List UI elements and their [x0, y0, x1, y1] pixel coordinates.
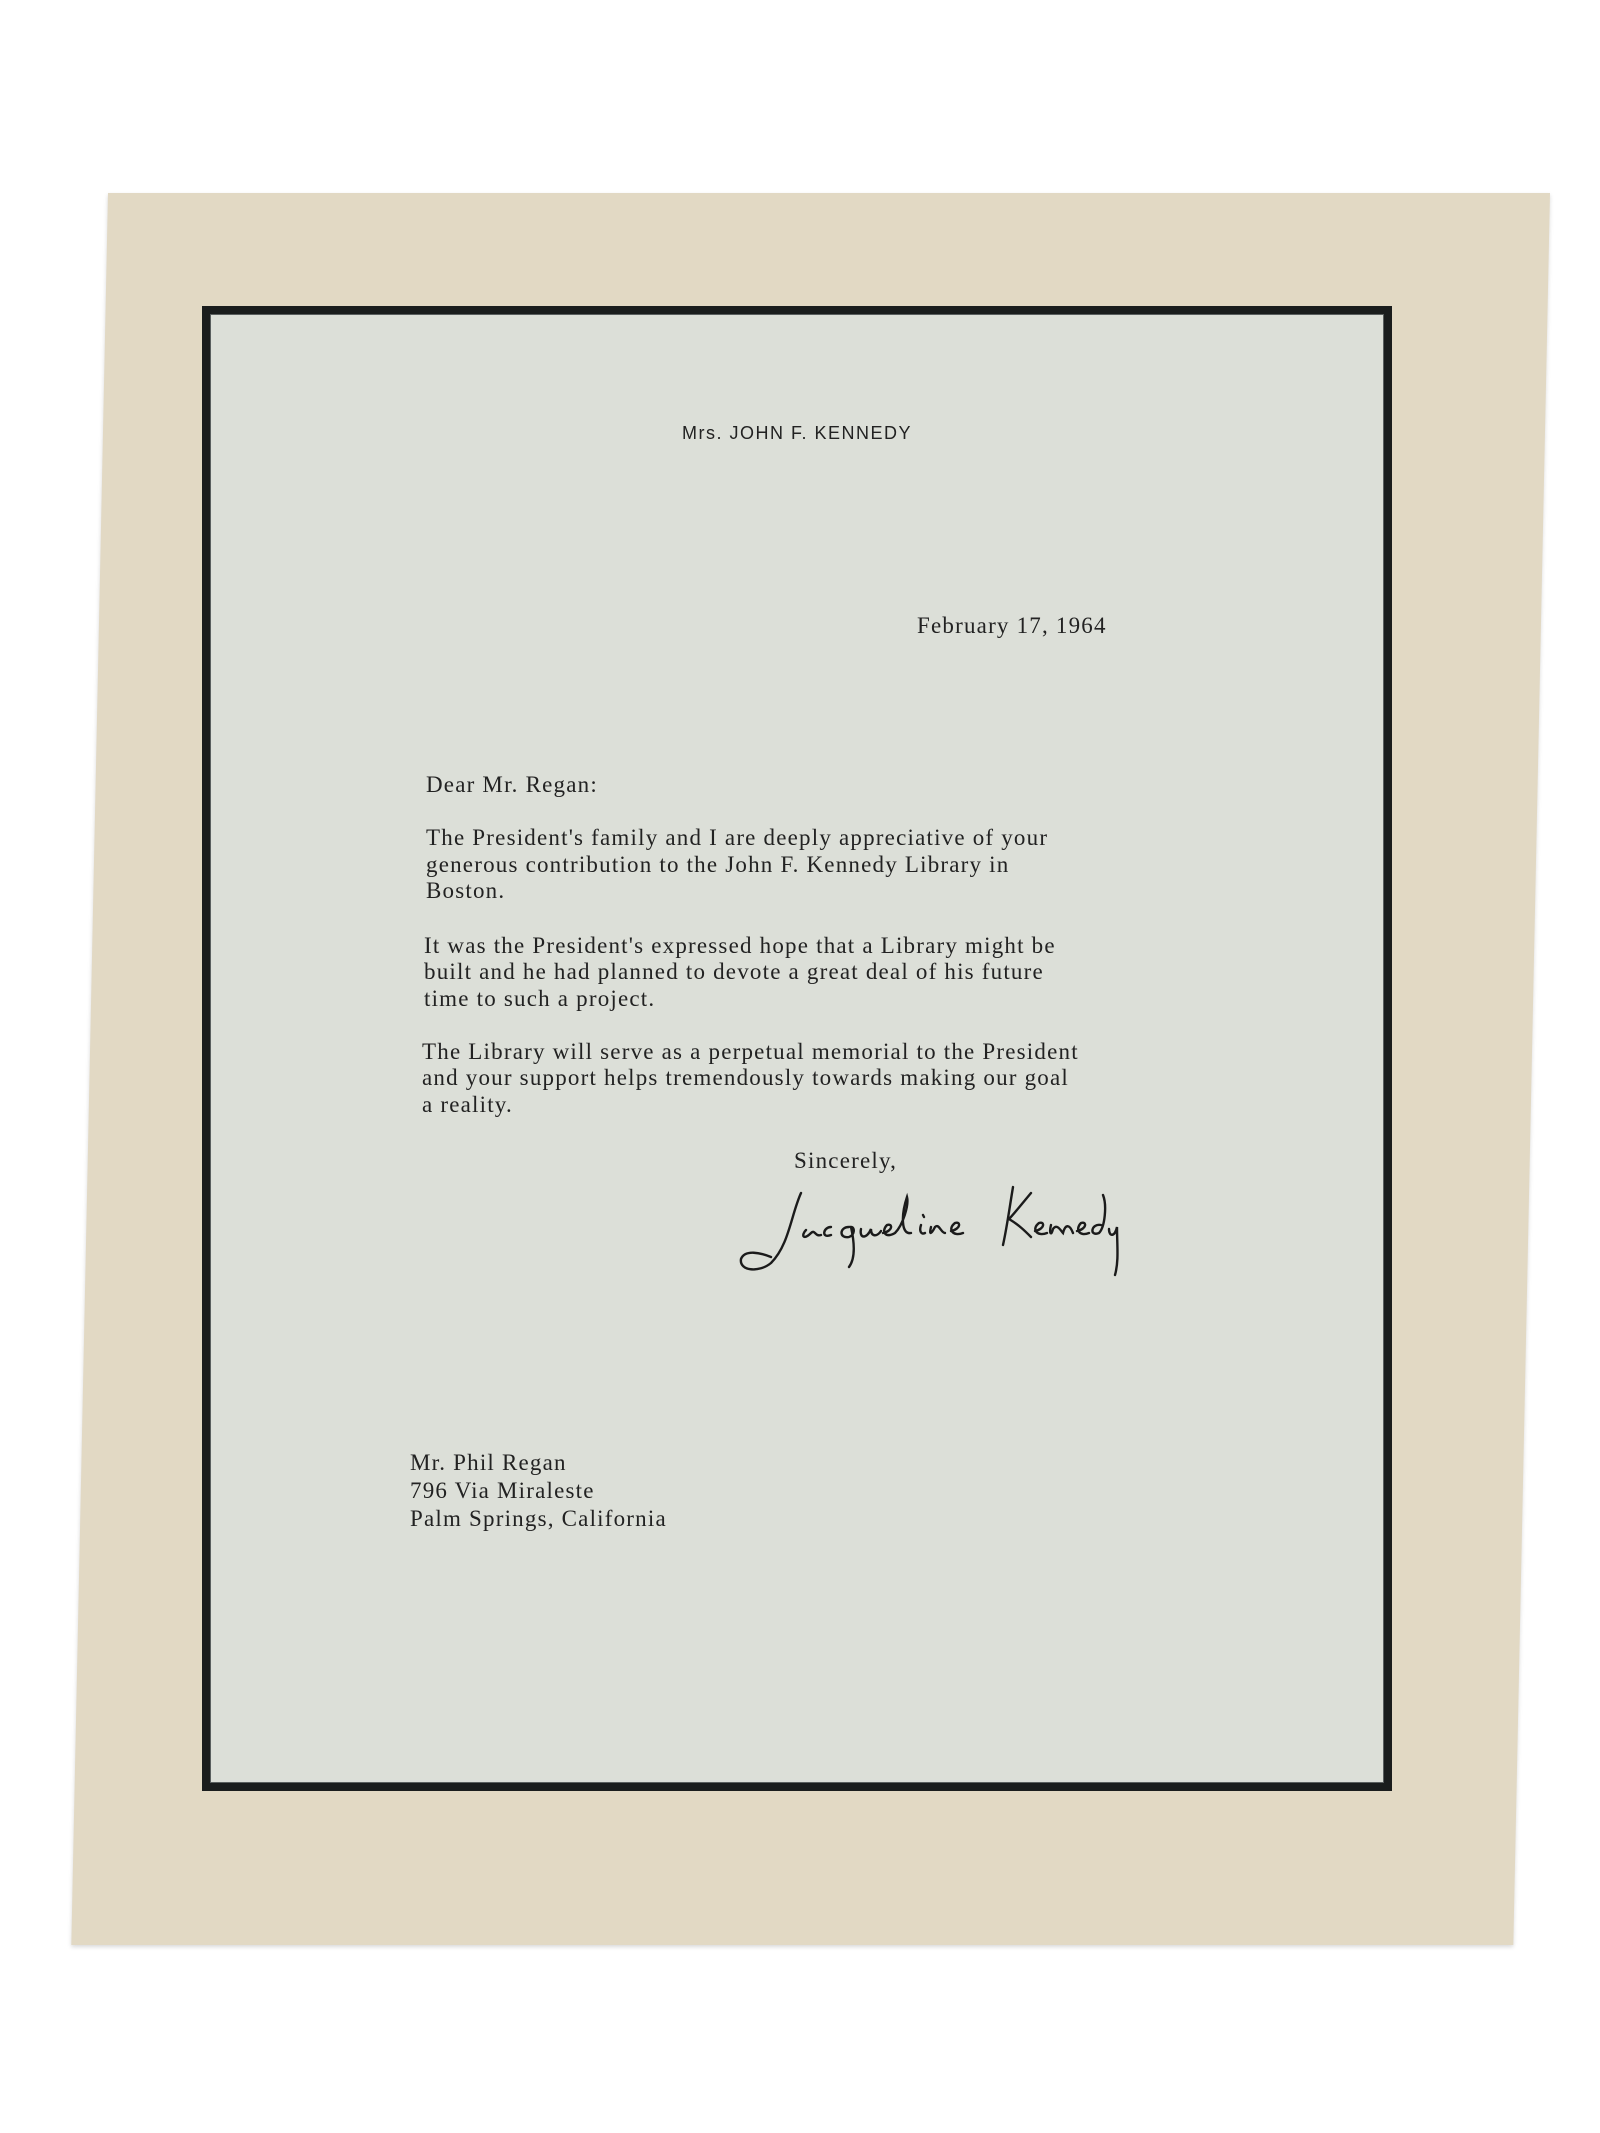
letter-paper	[210, 314, 1384, 1783]
address-line: 796 Via Miraleste	[410, 1478, 595, 1503]
paragraph-line: and your support helps tremendously towards making our goal	[422, 1065, 1069, 1090]
letterhead: Mrs. JOHN F. KENNEDY	[681, 423, 912, 443]
paragraph-line: It was the President's expressed hope that a Library might be	[424, 933, 1056, 958]
paragraph-line: The President's family and I are deeply appreciative of your	[426, 825, 1049, 850]
paragraph-line: Boston.	[426, 878, 506, 903]
paragraph-line: a reality.	[422, 1092, 513, 1117]
address-line: Mr. Phil Regan	[410, 1450, 567, 1475]
paragraph-line: built and he had planned to devote a great deal of his future	[424, 959, 1044, 984]
letter-frame	[202, 306, 1392, 1791]
paragraph-line: generous contribution to the John F. Kennedy Library in	[426, 852, 1010, 877]
date: February 17, 1964	[917, 613, 1107, 638]
signature	[731, 1175, 1121, 1285]
paragraph-line: time to such a project.	[424, 986, 656, 1011]
closing: Sincerely,	[794, 1148, 898, 1173]
salutation: Dear Mr. Regan:	[426, 772, 598, 797]
paragraph-line: The Library will serve as a perpetual memorial to the President	[422, 1039, 1079, 1064]
address-line: Palm Springs, California	[410, 1506, 667, 1531]
